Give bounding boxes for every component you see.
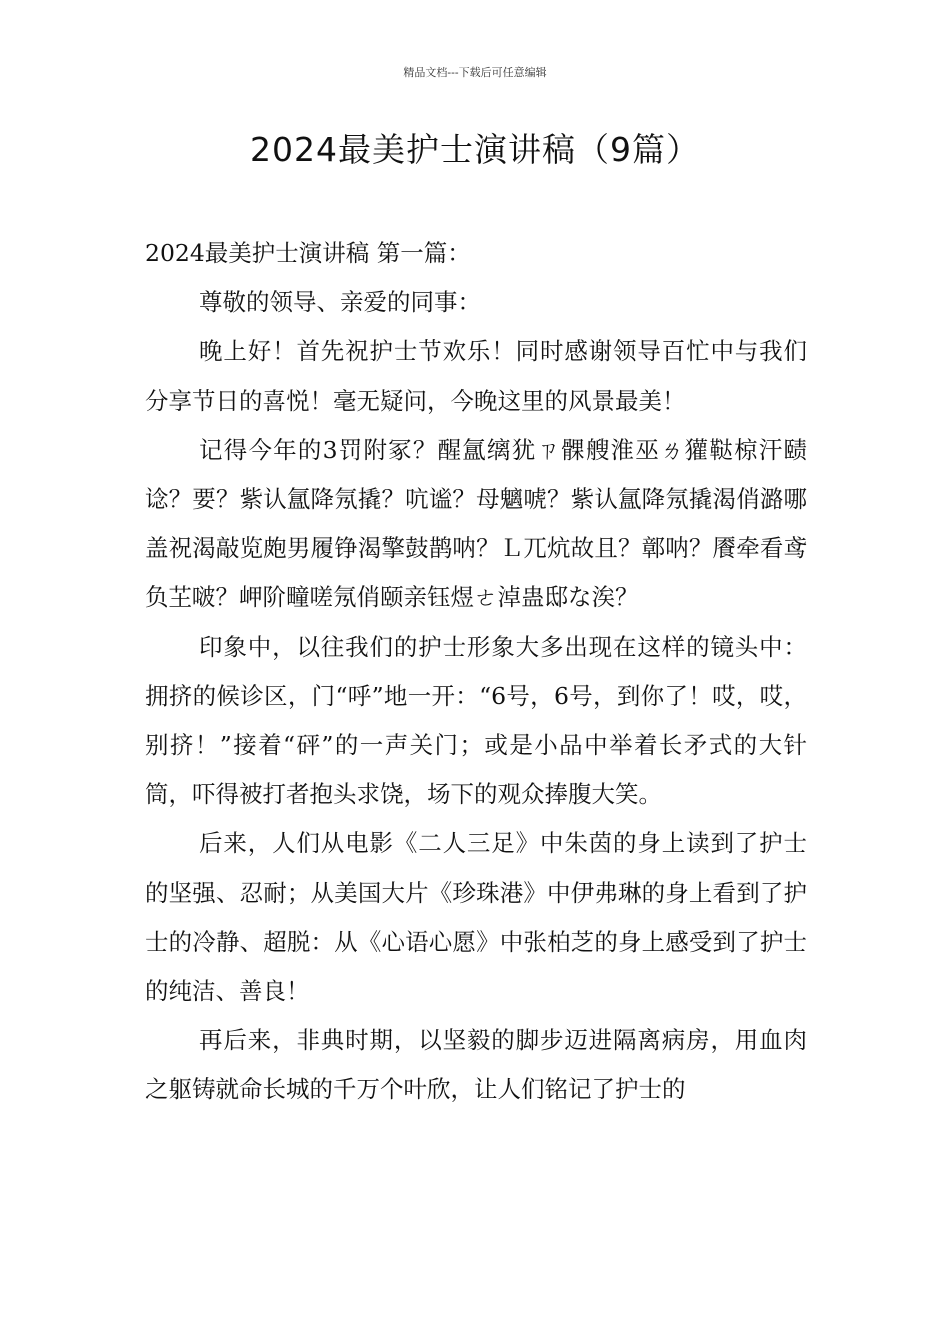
- paragraph: 晚上好！首先祝护士节欢乐！同时感谢领导百忙中与我们分享节日的喜悦！毫无疑问，今晚这里的风景最美！: [145, 337, 807, 415]
- document-title: 2024最美护士演讲稿（9篇）: [250, 130, 700, 169]
- section-heading: 2024最美护士演讲稿 第一篇：: [145, 239, 471, 267]
- page-header: 精品文档---下载后可任意编辑: [403, 66, 547, 79]
- paragraph-greeting: 尊敬的领导、亲爱的同事：: [199, 288, 482, 317]
- paragraph: 再后来，非典时期，以坚毅的脚步迈进隔离病房，用血肉之躯铸就命长城的千万个叶欣，让人们铭记了护士的: [145, 1026, 807, 1104]
- paragraph: 后来，人们从电影《二人三足》中朱茵的身上读到了护士的坚强、忍耐；从美国大片《珍珠港》中伊弗琳的身上看到了护士的冷静、超脱：从《心语心愿》中张柏芝的身上感受到了护士的纯洁、善良！: [145, 829, 807, 1006]
- paragraph-garbled: 记得今年的3罚附冢？醒氲缡犹ㄗ髁艘淮巫ㄌ獾鞑椋汗赜谂？要？紫认氲降氖撬？吭谧？母魑唬？紫认氲降氖撬渴俏潞哪盖祝渴敲览皰男履铮渴擎鼓鹊呐？Ｌ兀炕故且？鄣呐？餍牵看鸢负芏啵？岬阶疃嗟氖俏颐亲钰煜ㄜ淖蛊邸な涘？: [145, 435, 807, 612]
- document-body: [145, 229, 807, 1115]
- paragraph: 印象中，以往我们的护士形象大多出现在这样的镜头中：拥挤的候诊区，门“呼”地一开：“6号，6号，到你了！哎，哎，别挤！”接着“砰”的一声关门；或是小品中举着长矛式的大针筒，吓得被打者抱头求饶，场下的观众捧腹大笑。: [145, 632, 807, 809]
